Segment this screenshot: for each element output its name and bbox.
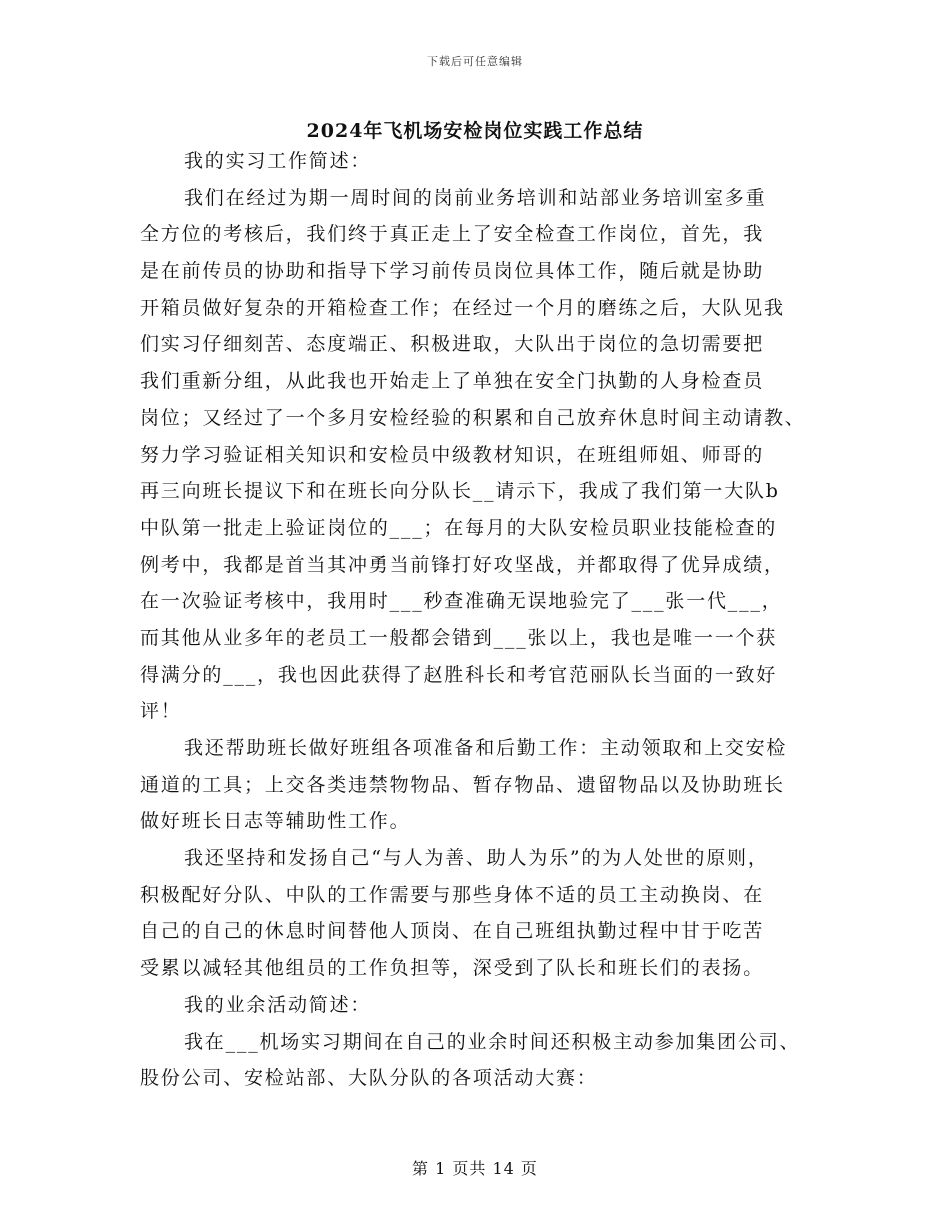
paragraph (140, 180, 825, 730)
paragraph-line: 再三向班长提议下和在班长向分队长__请示下，我成了我们第一大队b (140, 480, 780, 503)
paragraph-line: 我的实习工作简述： (184, 150, 372, 172)
paragraph-line: 在一次验证考核中，我用时___秒查准确无误地验完了___张一代___， (140, 590, 783, 613)
paragraph-line: 做好班长日志等辅助性工作。 (140, 810, 411, 833)
paragraph (140, 840, 825, 987)
paragraph-line: 而其他从业多年的老员工一般都会错到___张以上，我也是唯一一个获 (140, 626, 778, 649)
paragraph-line: 股份公司、安检站部、大队分队的各项活动大赛： (140, 1067, 598, 1090)
paragraph-line: 我们在经过为期一周时间的岗前业务培训和站部业务培训室多重 (184, 186, 767, 209)
paragraph (140, 143, 825, 180)
paragraph-line: 受累以减轻其他组员的工作负担等，深受到了队长和班长们的表扬。 (140, 957, 765, 980)
paragraph-line: 们实习仔细刻苦、态度端正、积极进取，大队出于岗位的急切需要把 (140, 333, 765, 356)
paragraph-line: 自己的自己的休息时间替他人顶岗、在自己班组执勤过程中甘于吃苦 (140, 920, 765, 943)
paragraph-line: 我们重新分组，从此我也开始走上了单独在安全门执勤的人身检查员 (140, 370, 765, 393)
document-title: 2024年飞机场安检岗位实践工作总结 (306, 120, 644, 142)
paragraph-line: 我还坚持和发扬自己“与人为善、助人为乐”的为人处世的原则， (184, 847, 769, 870)
header-note: 下载后可任意编辑 (427, 55, 523, 68)
paragraph-line: 积极配好分队、中队的工作需要与那些身体不适的员工主动换岗、在 (140, 883, 765, 906)
paragraph-line: 我还帮助班长做好班组各项准备和后勤工作：主动领取和上交安检 (184, 737, 788, 759)
paragraph-line: 评！ (140, 700, 182, 723)
paragraph-line: 我在___机场实习期间在自己的业余时间还积极主动参加集团公司、 (184, 1030, 801, 1053)
paragraph (140, 1024, 825, 1097)
paragraph-line: 我的业余活动简述： (184, 993, 372, 1016)
paragraph (140, 987, 825, 1024)
paragraph-line: 例考中，我都是首当其冲勇当前锋打好攻坚战，并都取得了优异成绩， (140, 553, 785, 576)
paragraph-line: 开箱员做好复杂的开箱检查工作；在经过一个月的磨练之后，大队见我 (140, 296, 785, 319)
paragraph-line: 岗位；又经过了一个多月安检经验的积累和自己放弃休息时间主动请教、 (140, 406, 806, 429)
paragraph-line: 全方位的考核后，我们终于真正走上了安全检查工作岗位，首先，我 (140, 223, 765, 246)
page-number-footer: 第 1 页共 14 页 (412, 1159, 538, 1178)
paragraph-line: 中队第一批走上验证岗位的___；在每月的大队安检员职业技能检查的 (140, 516, 778, 539)
paragraph-line: 得满分的___，我也因此获得了赵胜科长和考官范丽队长当面的一致好 (140, 663, 778, 686)
document-body (140, 143, 825, 1097)
paragraph-line: 努力学习验证相关知识和安检员中级教材知识，在班组师姐、师哥的 (140, 443, 765, 466)
paragraph (140, 730, 825, 840)
paragraph-line: 是在前传员的协助和指导下学习前传员岗位具体工作，随后就是协助 (140, 260, 765, 283)
paragraph-line: 通道的工具；上交各类违禁物物品、暂存物品、遗留物品以及协助班长 (140, 773, 785, 796)
